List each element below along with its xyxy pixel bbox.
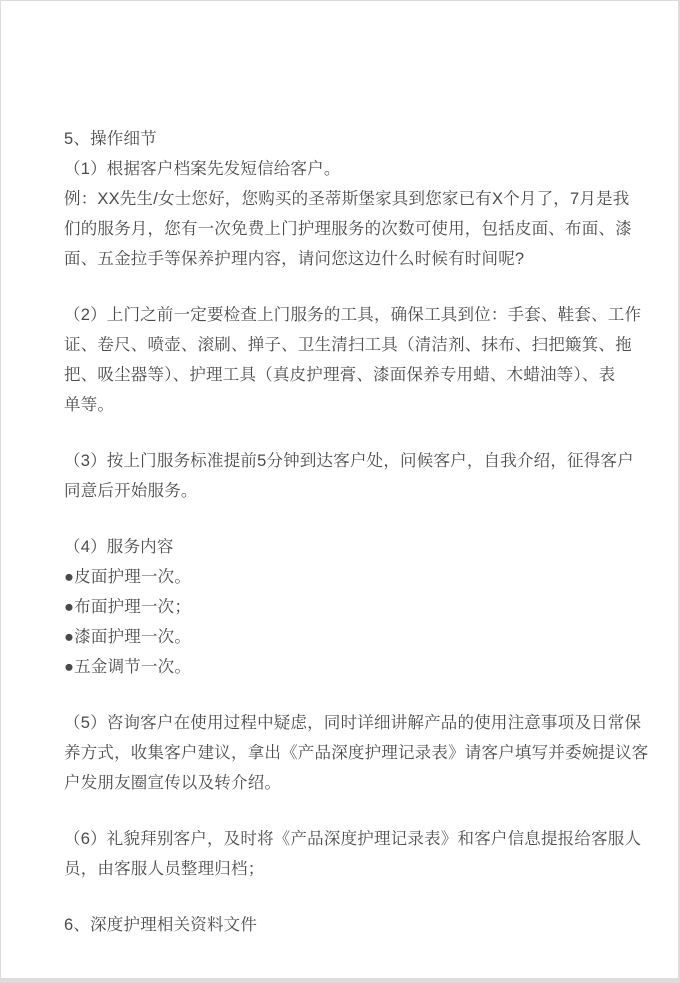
paragraph-line: （4）服务内容 bbox=[64, 538, 174, 556]
paragraph-line: （2）上门之前一定要检查上门服务的工具，确保工具到位：手套、鞋套、工作 bbox=[64, 306, 642, 324]
bullet-line: ●布面护理一次； bbox=[64, 598, 192, 616]
paragraph-line: 们的服务月，您有一次免费上门护理服务的次数可使用，包括皮面、布面、漆 bbox=[64, 220, 632, 238]
paragraph-line: 面、五金拉手等保养护理内容，请问您这边什么时候有时间呢? bbox=[64, 250, 525, 268]
paragraph-line: 同意后开始服务。 bbox=[64, 482, 198, 500]
paragraph-line: （3）按上门服务标准提前5分钟到达客户处，问候客户，自我介绍，征得客户 bbox=[64, 452, 634, 470]
paragraph-line: （1）根据客户档案先发短信给客户。 bbox=[64, 160, 341, 178]
paragraph-line: 养方式，收集客户建议，拿出《产品深度护理记录表》请客户填写并委婉提议客 bbox=[64, 744, 649, 762]
section-heading-5 bbox=[64, 124, 618, 154]
paragraph-line: 员，由客服人员整理归档； bbox=[64, 860, 265, 878]
paragraph-line: 例：XX先生/女士您好，您购买的圣蒂斯堡家具到您家已有X个月了，7月是我 bbox=[64, 190, 630, 208]
paragraph-line: 户发朋友圈宣传以及转介绍。 bbox=[64, 774, 282, 792]
item-1 bbox=[64, 154, 618, 184]
bullet-line: ●漆面护理一次。 bbox=[64, 628, 192, 646]
example-paragraph bbox=[64, 184, 632, 274]
paragraph-line: 把、吸尘器等）、护理工具（真皮护理膏、漆面保养专用蜡、木蜡油等）、表 bbox=[64, 366, 616, 384]
heading-line: 5、操作细节 bbox=[64, 130, 157, 148]
bullet-item-hardware bbox=[64, 652, 618, 682]
bullet-item-leather bbox=[64, 562, 618, 592]
item-6 bbox=[64, 824, 642, 884]
paragraph-line: 单等。 bbox=[64, 396, 115, 414]
heading-line: 6、深度护理相关资料文件 bbox=[64, 916, 258, 934]
document-page bbox=[1, 1, 678, 978]
item-3 bbox=[64, 446, 634, 506]
item-4 bbox=[64, 532, 618, 562]
bullet-item-paint bbox=[64, 622, 618, 652]
paragraph-line: 证、卷尺、喷壶、滚刷、掸子、卫生清扫工具（清洁剂、抹布、扫把簸箕、拖 bbox=[64, 336, 632, 354]
bullet-line: ●五金调节一次。 bbox=[64, 658, 192, 676]
section-heading-6 bbox=[64, 910, 618, 940]
item-5 bbox=[64, 708, 649, 798]
bullet-item-fabric bbox=[64, 592, 618, 622]
document-content bbox=[1, 1, 678, 940]
bullet-line: ●皮面护理一次。 bbox=[64, 568, 192, 586]
item-2 bbox=[64, 300, 642, 420]
paragraph-line: （6）礼貌拜别客户，及时将《产品深度护理记录表》和客户信息提报给客服人 bbox=[64, 830, 642, 848]
paragraph-line: （5）咨询客户在使用过程中疑虑，同时详细讲解产品的使用注意事项及日常保 bbox=[64, 714, 642, 732]
